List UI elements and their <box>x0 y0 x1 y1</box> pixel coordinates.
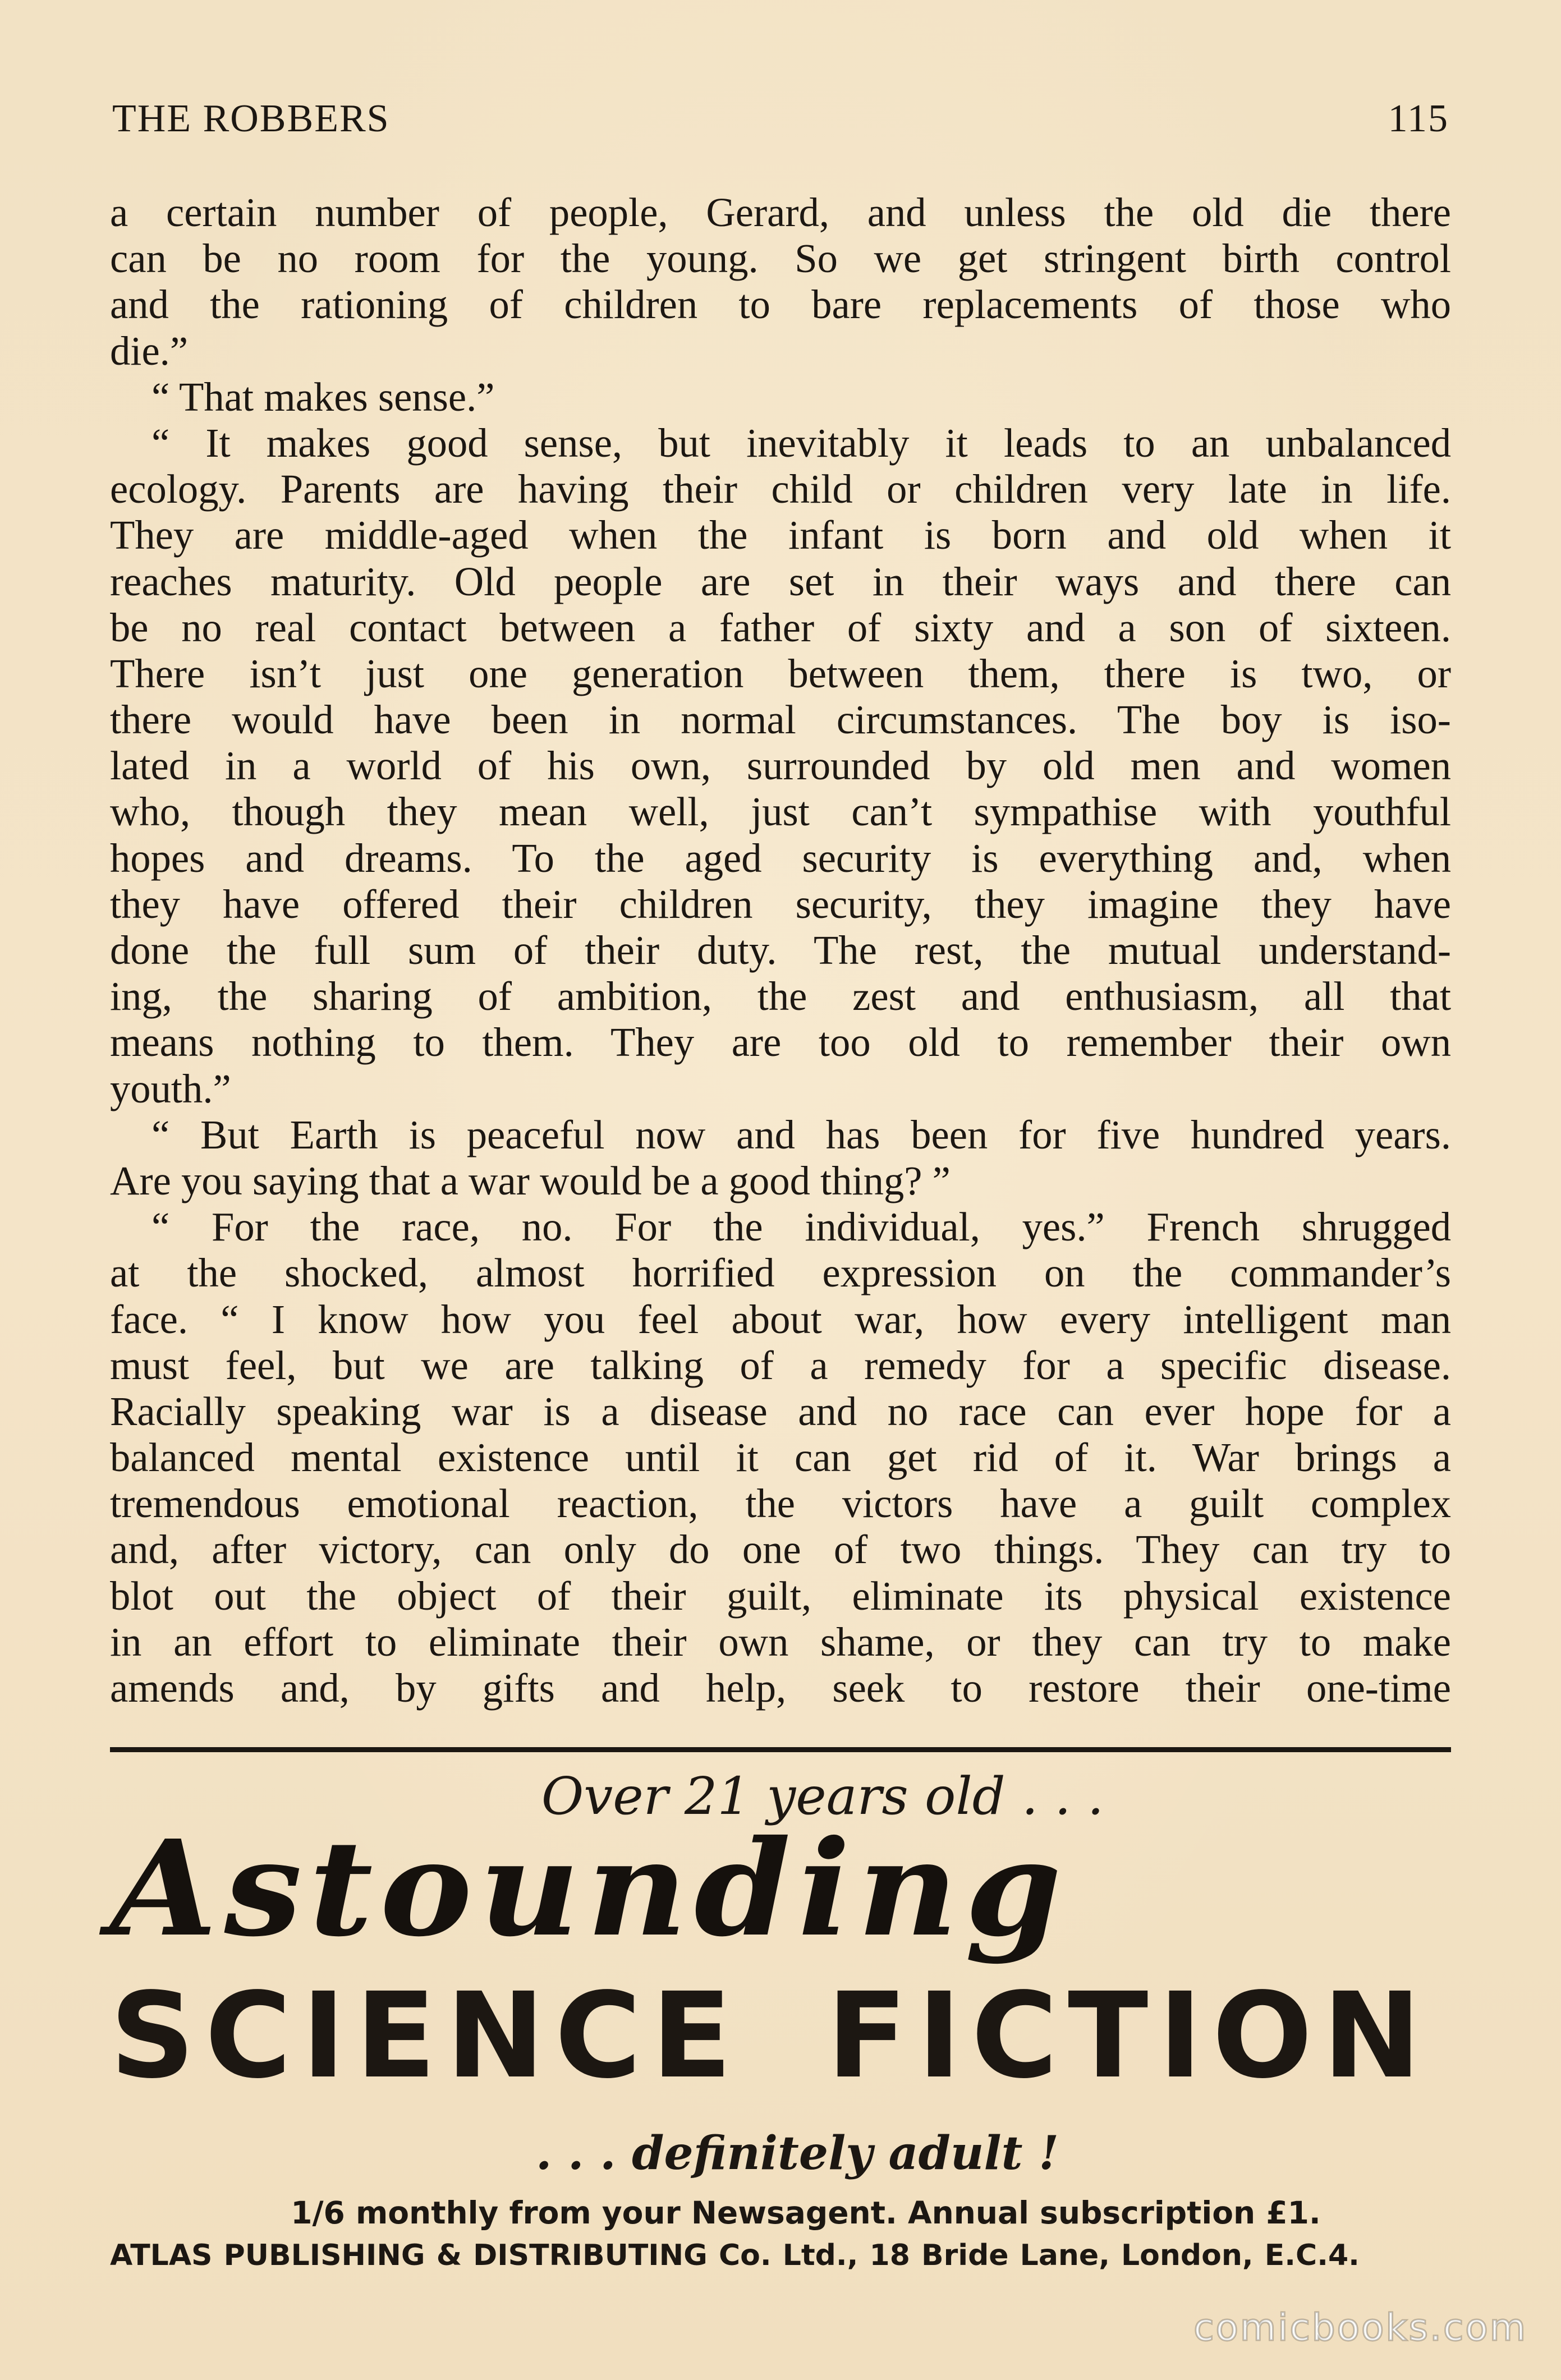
text-line: “ That makes sense.” <box>151 374 495 420</box>
text-line: a certain number of people, Gerard, and unless the old die there <box>110 190 1451 235</box>
text-line: lated in a world of his own, surrounded by old men and women <box>110 743 1451 789</box>
text-line: and the rationing of children to bare replacements of those who <box>110 282 1451 328</box>
text-line: ing, the sharing of ambition, the zest and enthusiasm, all that <box>110 973 1451 1019</box>
text-line: who, though they mean well, just can’t sympathise with youthful <box>110 789 1451 835</box>
ad-magazine-title-block: SCIENCE FICTION <box>110 1967 1431 2105</box>
running-header <box>112 97 1449 147</box>
text-line: Racially speaking war is a disease and no race can ever hope for a <box>110 1388 1451 1434</box>
text-line: reaches maturity. Old people are set in their ways and there can <box>110 558 1451 604</box>
divider-rule <box>110 1747 1451 1752</box>
text-line: “ But Earth is peaceful now and has been for five hundred years. <box>151 1111 1451 1157</box>
text-line: ecology. Parents are having their child or children very late in life. <box>110 466 1451 512</box>
text-line: tremendous emotional reaction, the victors have a guilt complex <box>110 1481 1451 1527</box>
text-line: means nothing to them. They are too old to remember their own <box>110 1019 1451 1065</box>
text-line: balanced mental existence until it can get rid of it. War brings a <box>110 1435 1451 1481</box>
text-line: must feel, but we are talking of a remedy for a specific disease. <box>110 1342 1451 1388</box>
ad-slogan: . . . definitely adult ! <box>535 2126 1059 2180</box>
text-line: Are you saying that a war would be a good thing? ” <box>110 1157 951 1203</box>
ad-publisher-line: ATLAS PUBLISHING & DISTRIBUTING Co. Ltd., 18 Bride Lane, London, E.C.4. <box>110 2239 1360 2272</box>
text-line: amends and, by gifts and help, seek to restore their one-time <box>110 1665 1451 1711</box>
story-text <box>110 190 1451 1711</box>
text-line: can be no room for the young. So we get stringent birth control <box>110 236 1451 282</box>
text-line: “ It makes good sense, but inevitably it leads to an unbalanced <box>151 420 1451 466</box>
text-line: there would have been in normal circumstances. The boy is iso- <box>110 697 1451 743</box>
text-line: face. “ I know how you feel about war, how every intelligent man <box>110 1296 1451 1342</box>
text-line: and, after victory, can only do one of two things. They can try to <box>110 1527 1451 1573</box>
text-line: hopes and dreams. To the aged security is everything and, when <box>110 835 1451 881</box>
text-line: done the full sum of their duty. The rest, the mutual understand- <box>110 927 1451 973</box>
text-line: There isn’t just one generation between them, there is two, or <box>110 650 1451 696</box>
page-number: 115 <box>1388 97 1449 140</box>
text-line: youth.” <box>110 1065 231 1111</box>
text-line: be no real contact between a father of sixty and a son of sixteen. <box>110 604 1451 650</box>
watermark: comicbooks.com <box>1193 2306 1527 2349</box>
ad-tagline: Over 21 years old . . . <box>541 1766 1104 1826</box>
chapter-title: THE ROBBERS <box>112 97 390 140</box>
text-line: at the shocked, almost horrified expression on the commander’s <box>110 1250 1451 1296</box>
ad-magazine-title-script: Astounding <box>110 1812 1069 1966</box>
text-line: blot out the object of their guilt, eliminate its physical existence <box>110 1573 1451 1619</box>
text-line: they have offered their children security, they imagine they have <box>110 881 1451 927</box>
text-line: die.” <box>110 328 189 374</box>
ad-price-line: 1/6 monthly from your Newsagent. Annual subscription £1. <box>291 2195 1321 2231</box>
text-line: They are middle-aged when the infant is born and old when it <box>110 512 1451 558</box>
text-line: “ For the race, no. For the individual, yes.” French shrugged <box>151 1204 1451 1250</box>
text-line: in an effort to eliminate their own shame, or they can try to make <box>110 1619 1451 1665</box>
